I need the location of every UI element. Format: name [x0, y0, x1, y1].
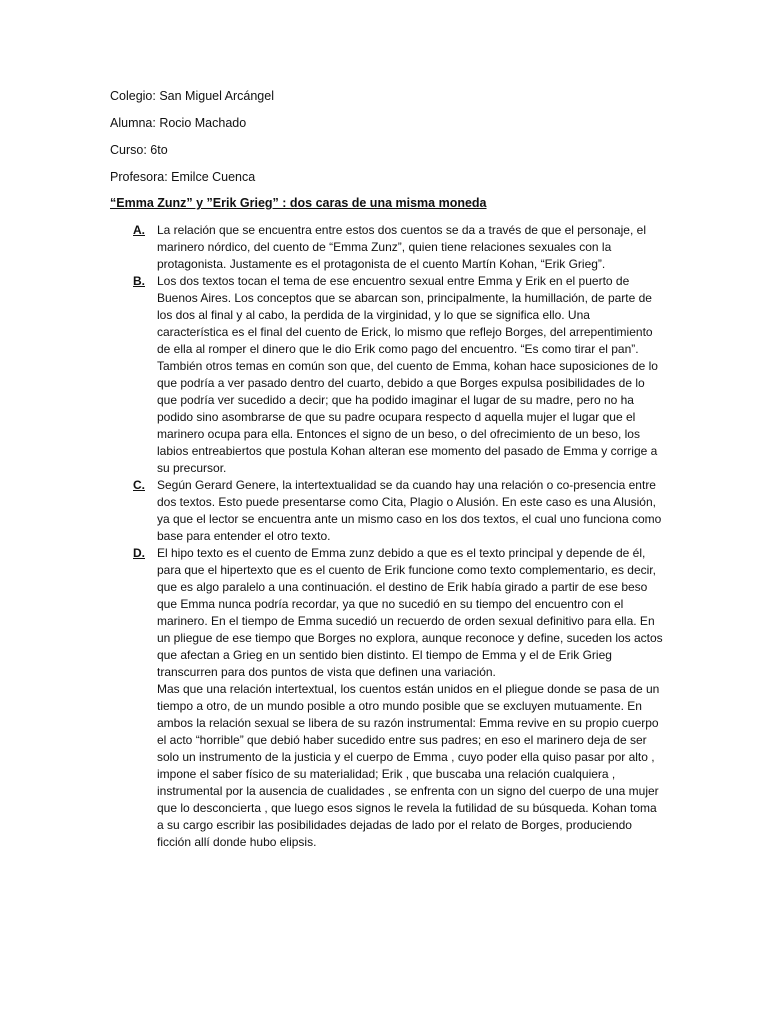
document-title: “Emma Zunz” y ”Erik Grieg” : dos caras de una misma moneda: [110, 196, 487, 210]
item-paragraph: La relación que se encuentra entre estos dos cuentos se da a través de que el personaje, el marinero nórdico, del cuento de “Emma Zunz”, quien tiene relaciones sexuales con la protagonista. Justamente es el protagonista de el cuento Martín Kohan, “Erik Grieg”.: [157, 223, 646, 271]
item-marker: A.: [133, 223, 145, 237]
teacher-line: Profesora: Emilce Cuenca: [110, 170, 256, 184]
course-line: Curso: 6to: [110, 143, 168, 157]
item-paragraph: El hipo texto es el cuento de Emma zunz debido a que es el texto principal y depende de él, para que el hipertexto que es el cuento de Erik funcione como texto complementario, es decir, que es algo paralelo a una continuación. el destino de Erik había girado a partir de ese beso que Emma nunca podría recordar, ya que no sucedió en su tiempo del encuentro con el marinero. En el tiempo de Emma sucedió un recuerdo de orden sexual definitivo para ella. En un pliegue de ese tiempo que Borges no explora, aunque reconoce y define, suceden los actos que afectan a Grieg en un sentido bien distinto. El tiempo de Emma y el de Erik Grieg transcurren para dos puntos de vista que definen una variación.: [157, 546, 663, 679]
school-line: Colegio: San Miguel Arcángel: [110, 89, 274, 103]
list-item-b: [133, 273, 663, 477]
student-line: Alumna: Rocio Machado: [110, 116, 247, 130]
item-marker: B.: [133, 274, 145, 288]
item-marker: D.: [133, 546, 145, 560]
item-paragraph: Según Gerard Genere, la intertextualidad se da cuando hay una relación o co-presencia entre dos textos. Esto puede presentarse como Cita, Plagio o Alusión. En este caso es una Alusión, ya que el lector se encuentra ante un mismo caso en los dos textos, el cual uno funciona como base para entender el otro texto.: [157, 478, 662, 543]
list-item-a: [133, 222, 663, 273]
list-item-d: [133, 545, 663, 851]
item-paragraph-continued: Mas que una relación intertextual, los cuentos están unidos en el pliegue donde se pasa de un tiempo a otro, de un mundo posible a otro mundo posible que se excluyen mutuamente. En ambos la relación sexual se libera de su razón instrumental: Emma revive en su propio cuerpo el acto “horrible” que debió haber sucedido entre sus padres; en eso el marinero deja de ser solo un instrumento de la justicia y el cuerpo de Emma , cuyo poder ella quiso pasar por alto , impone el saber físico de su materialidad; Erik , que buscaba una relación cualquiera , instrumental por la ausencia de cualidades , se enfrenta con un signo del cuerpo de una mujer que lo desconcierta , que luego esos signos le revela la futilidad de su búsqueda. Kohan toma a su cargo escribir las posibilidades dejadas de lado por el relato de Borges, produciendo ficción allí donde hubo elipsis.: [157, 682, 660, 849]
item-list: [133, 222, 663, 851]
list-item-c: [133, 477, 663, 545]
item-paragraph: Los dos textos tocan el tema de ese encuentro sexual entre Emma y Erik en el puerto de Buenos Aires. Los conceptos que se abarcan son, principalmente, la humillación, de parte de los dos al final y al cabo, la perdida de la virginidad, y lo que se significa ello. Una característica es el final del cuento de Erick, lo mismo que reflejo Borges, del arrepentimiento de ella al romper el dinero que le dio Erik como pago del encuentro. “Es como tirar el pan”. También otros temas en común son que, del cuento de Emma, kohan hace suposiciones de lo que podría a ver pasado dentro del cuarto, debido a que Borges expulsa posibilidades de lo que podría ver sucedido a decir; que ha podido imaginar el lugar de su madre, pero no ha podido sino asombrarse de que su padre ocupara respecto d aquella mujer el lugar que el marinero ocupa para ella. Entonces el signo de un beso, o del ofrecimiento de un beso, los labios entreabiertos que postula Kohan alteran ese momento del pasado de Emma y corrige a su precursor.: [157, 274, 658, 475]
item-marker: C.: [133, 478, 145, 492]
